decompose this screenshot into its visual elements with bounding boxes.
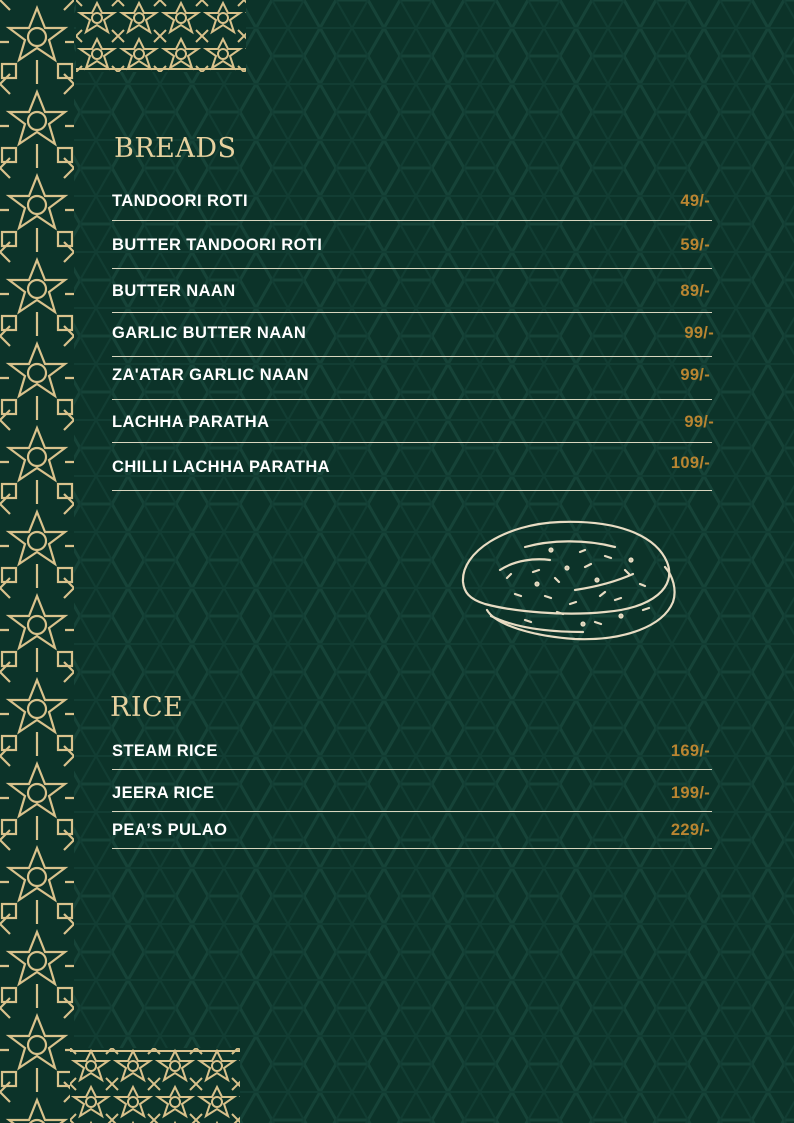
divider xyxy=(112,268,712,269)
bottom-corner-ornament xyxy=(70,1048,240,1123)
item-name: BUTTER NAAN xyxy=(112,282,236,300)
divider xyxy=(112,220,712,221)
item-name: ZA'ATAR GARLIC NAAN xyxy=(112,366,309,384)
item-name: GARLIC BUTTER NAAN xyxy=(112,324,307,342)
divider xyxy=(112,399,712,400)
item-price: 109/- xyxy=(670,454,710,472)
naan-bread-icon xyxy=(455,512,685,652)
divider xyxy=(112,356,712,357)
item-name: LACHHA PARATHA xyxy=(112,413,270,431)
divider xyxy=(112,769,712,770)
divider xyxy=(112,490,712,491)
item-name: JEERA RICE xyxy=(112,784,215,802)
divider xyxy=(112,312,712,313)
section-title-breads: BREADS xyxy=(114,133,237,164)
item-name: BUTTER TANDOORI ROTI xyxy=(112,236,323,254)
item-name: CHILLI LACHHA PARATHA xyxy=(112,458,330,476)
divider xyxy=(112,811,712,812)
divider xyxy=(112,848,712,849)
top-corner-ornament xyxy=(76,0,246,72)
item-name: STEAM RICE xyxy=(112,742,218,760)
item-price: 49/- xyxy=(680,192,710,210)
item-name: PEA’S PULAO xyxy=(112,821,228,839)
left-ornament-border xyxy=(0,0,74,1123)
item-price: 89/- xyxy=(680,282,710,300)
item-price: 99/- xyxy=(684,324,714,342)
item-price: 229/- xyxy=(670,821,710,839)
item-name: TANDOORI ROTI xyxy=(112,192,248,210)
item-price: 59/- xyxy=(680,236,710,254)
item-price: 99/- xyxy=(684,413,714,431)
section-title-rice: RICE xyxy=(110,692,184,723)
item-price: 99/- xyxy=(680,366,710,384)
divider xyxy=(112,442,712,443)
item-price: 199/- xyxy=(670,784,710,802)
item-price: 169/- xyxy=(670,742,710,760)
